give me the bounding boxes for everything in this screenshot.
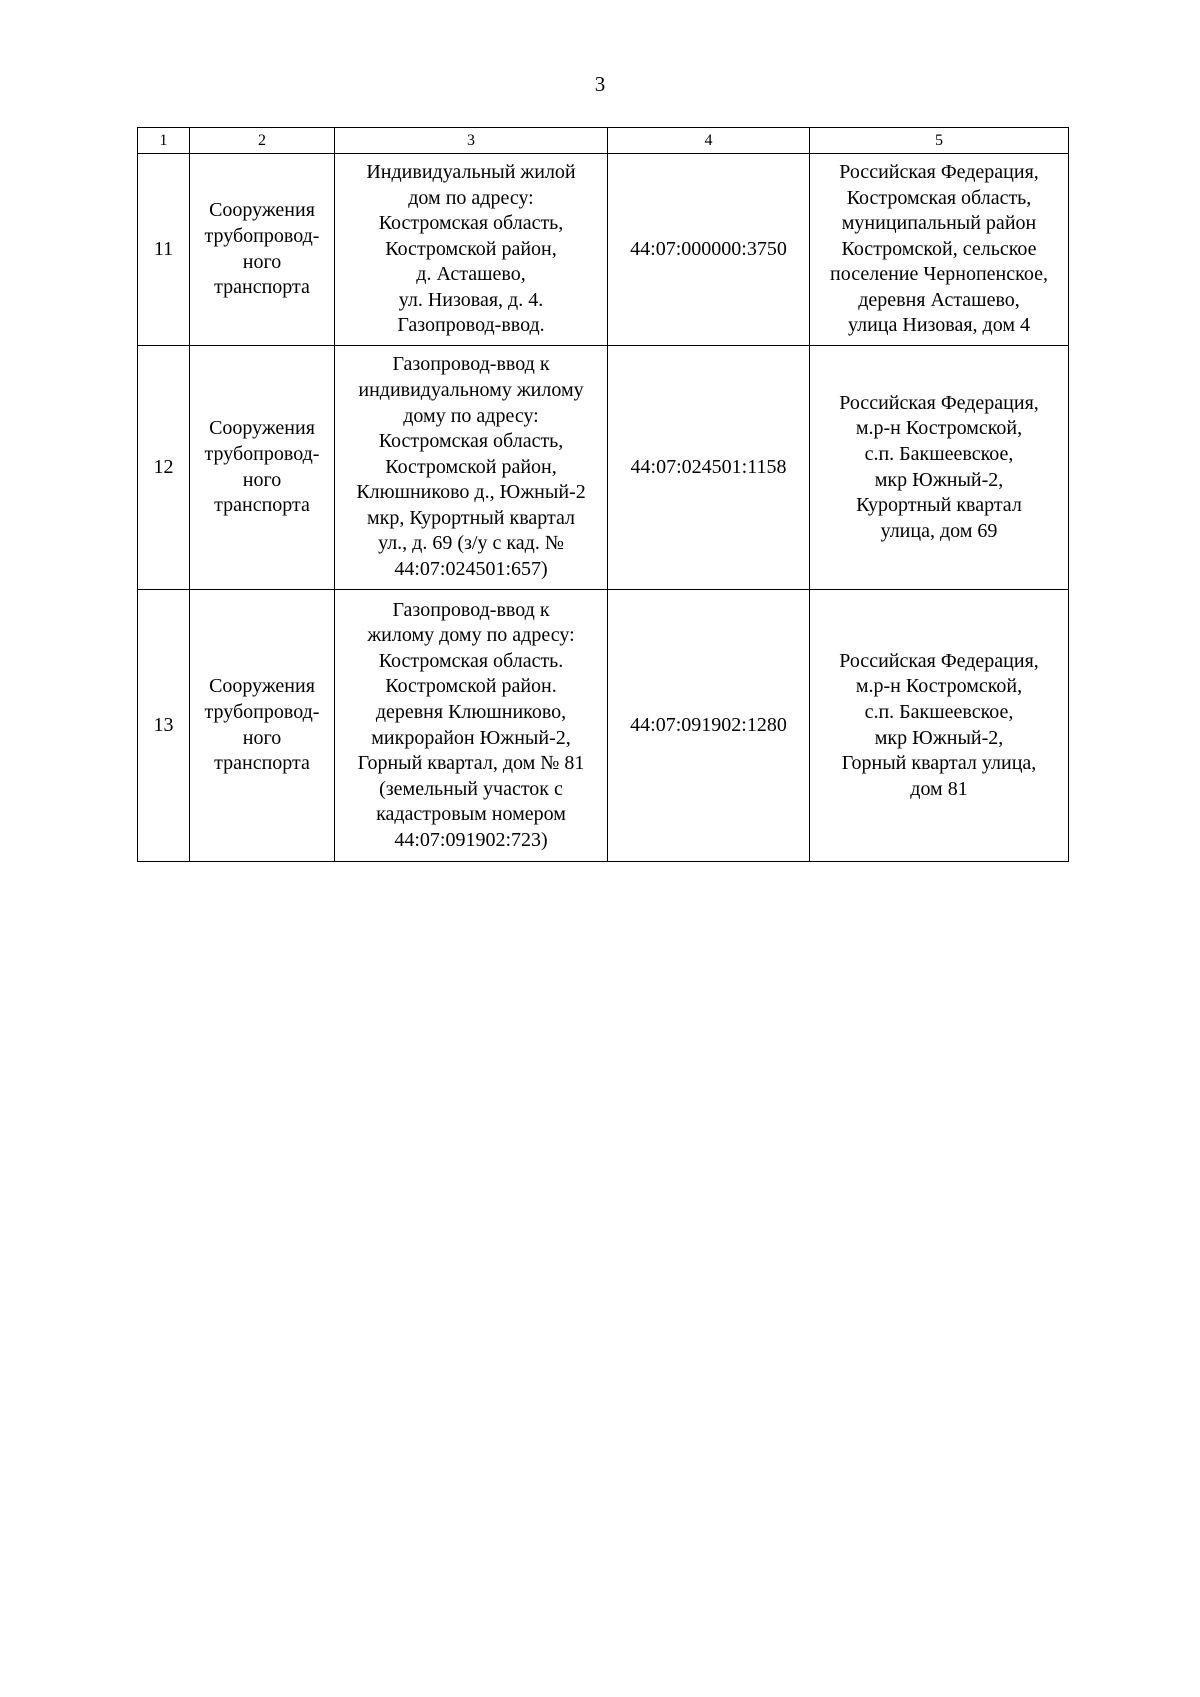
cadastral-number-cell: 44:07:000000:3750 xyxy=(608,154,810,346)
description-line: ул., д. 69 (з/у с кад. № xyxy=(378,532,564,555)
object-type-line: транспорта xyxy=(214,752,310,775)
description-line: Индивидуальный жилой xyxy=(366,160,576,183)
address-line: Российская Федерация, xyxy=(839,391,1039,414)
table-row xyxy=(138,590,1069,862)
description-cell xyxy=(335,154,608,346)
description-line: д. Асташево, xyxy=(416,263,526,286)
address-line: муниципальный район xyxy=(841,212,1037,235)
object-type-line: ного xyxy=(242,726,282,749)
description-line: Костромской район, xyxy=(385,237,557,260)
description-cell xyxy=(335,346,608,590)
description-line: индивидуальному жилому xyxy=(358,378,584,401)
page-number: 3 xyxy=(594,72,606,96)
object-type-cell xyxy=(190,154,335,346)
registry-table xyxy=(137,127,1069,862)
address-line: с.п. Бакшеевское, xyxy=(864,700,1014,723)
description-line: дом по адресу: xyxy=(408,186,534,209)
description-line: мкр, Курортный квартал xyxy=(366,506,576,529)
address-line: с.п. Бакшеевское, xyxy=(864,442,1014,465)
description-line: Газопровод-ввод. xyxy=(397,314,545,337)
column-header-5: 5 xyxy=(810,128,1069,154)
table-row xyxy=(138,346,1069,590)
address-line: Российская Федерация, xyxy=(839,160,1039,183)
object-type-line: ного xyxy=(242,468,282,491)
description-line: ул. Низовая, д. 4. xyxy=(398,288,544,311)
cadastral-number-cell: 44:07:091902:1280 xyxy=(608,590,810,862)
object-type-line: транспорта xyxy=(214,494,310,517)
address-line: улица Низовая, дом 4 xyxy=(847,314,1031,337)
row-number-cell: 11 xyxy=(138,154,190,346)
address-line: Костромская область, xyxy=(846,186,1032,209)
address-cell xyxy=(810,590,1069,862)
address-line: Курортный квартал xyxy=(856,494,1022,517)
description-line: деревня Клюшниково, xyxy=(375,700,567,723)
column-header-2: 2 xyxy=(190,128,335,154)
description-line: кадастровым номером xyxy=(376,803,566,826)
address-line: поселение Чернопенское, xyxy=(830,263,1048,286)
address-line: Костромской, сельское xyxy=(841,237,1037,260)
object-type-line: транспорта xyxy=(214,276,310,299)
address-line: дом 81 xyxy=(910,777,968,800)
address-line: мкр Южный-2, xyxy=(874,726,1004,749)
description-line: (земельный участок с xyxy=(379,777,563,800)
address-cell xyxy=(810,154,1069,346)
cadastral-number-cell: 44:07:024501:1158 xyxy=(608,346,810,590)
object-type-line: Сооружения xyxy=(209,675,315,698)
address-line: мкр Южный-2, xyxy=(874,468,1004,491)
table-row xyxy=(138,154,1069,346)
object-type-cell xyxy=(190,590,335,862)
object-type-line: Сооружения xyxy=(209,417,315,440)
address-line: деревня Асташево, xyxy=(858,288,1020,311)
description-line: Газопровод-ввод к xyxy=(392,353,550,376)
description-line: Клюшниково д., Южный-2 xyxy=(356,481,586,504)
description-line: Костромской район, xyxy=(385,455,557,478)
address-line: улица, дом 69 xyxy=(880,519,998,542)
column-header-4: 4 xyxy=(608,128,810,154)
row-number-cell: 13 xyxy=(138,590,190,862)
description-line: 44:07:024501:657) xyxy=(394,558,548,581)
header-row xyxy=(138,128,1069,154)
address-cell xyxy=(810,346,1069,590)
address-line: Горный квартал улица, xyxy=(841,752,1037,775)
object-type-cell xyxy=(190,346,335,590)
description-cell xyxy=(335,590,608,862)
object-type-line: трубопровод- xyxy=(204,700,320,723)
column-header-1: 1 xyxy=(138,128,190,154)
description-line: дому по адресу: xyxy=(403,404,539,427)
address-line: м.р-н Костромской, xyxy=(855,675,1023,698)
address-line: Российская Федерация, xyxy=(839,649,1039,672)
description-line: Горный квартал, дом № 81 xyxy=(357,752,585,775)
description-line: 44:07:091902:723) xyxy=(394,828,548,851)
object-type-line: трубопровод- xyxy=(204,224,320,247)
column-header-3: 3 xyxy=(335,128,608,154)
description-line: микрорайон Южный-2, xyxy=(371,726,571,749)
description-line: Костромская область. xyxy=(378,649,564,672)
description-line: Костромская область, xyxy=(378,212,564,235)
description-line: Газопровод-ввод к xyxy=(392,598,550,621)
description-line: Костромская область, xyxy=(378,430,564,453)
object-type-line: трубопровод- xyxy=(204,442,320,465)
object-type-line: ного xyxy=(242,250,282,273)
description-line: Костромской район. xyxy=(385,675,557,698)
object-type-line: Сооружения xyxy=(209,199,315,222)
address-line: м.р-н Костромской, xyxy=(855,417,1023,440)
row-number-cell: 12 xyxy=(138,346,190,590)
description-line: жилому дому по адресу: xyxy=(367,624,575,647)
